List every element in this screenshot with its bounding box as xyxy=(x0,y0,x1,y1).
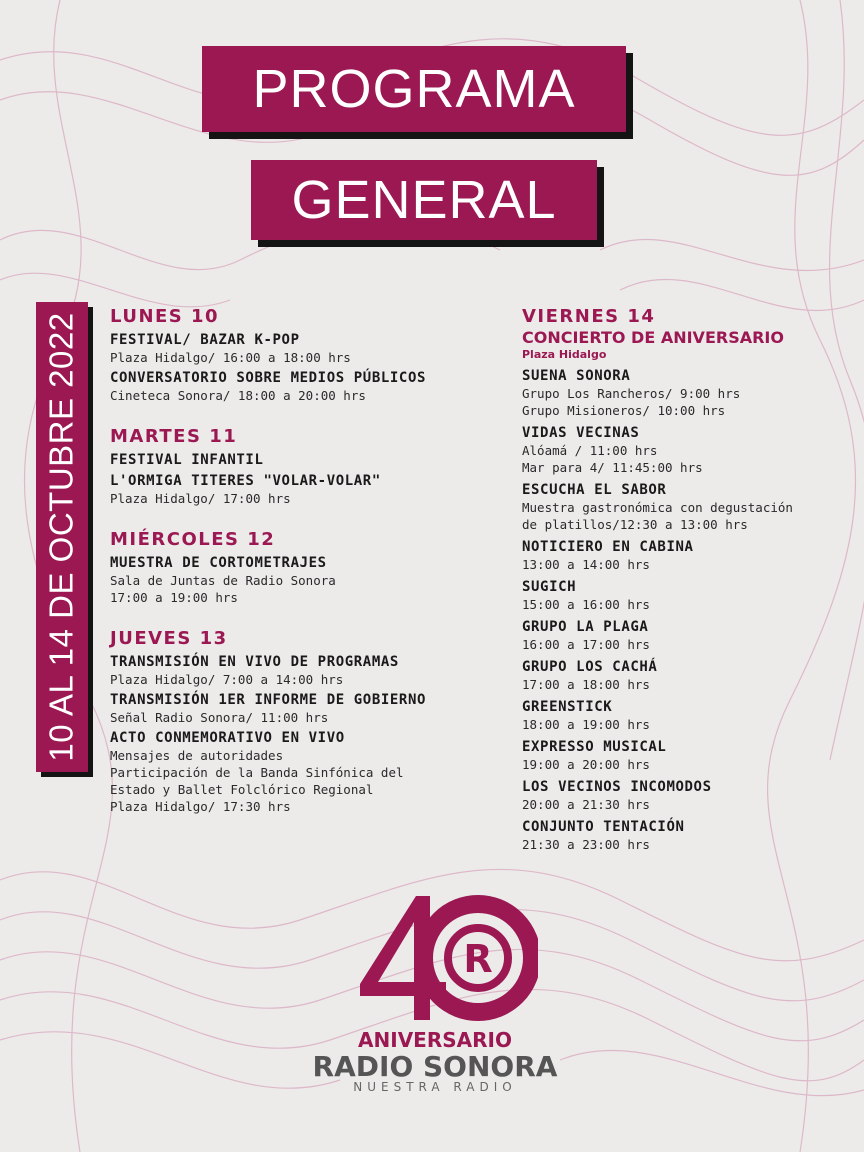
right-schedule-column xyxy=(522,306,842,853)
radio-sonora-logo xyxy=(312,890,558,1130)
event-detail: 16:00 a 17:00 hrs xyxy=(522,637,650,652)
event-item xyxy=(522,619,842,653)
event-detail: Mar para 4/ 11:45:00 hrs xyxy=(522,460,703,475)
day-heading: JUEVES 13 xyxy=(110,628,228,649)
logo-tagline: NUESTRA RADIO xyxy=(353,1080,517,1094)
day-heading: VIERNES 14 xyxy=(522,306,656,327)
event-detail: Sala de Juntas de Radio Sonora xyxy=(110,573,336,588)
event-item xyxy=(110,692,510,726)
event-detail: 15:00 a 16:00 hrs xyxy=(522,597,650,612)
event-title: ACTO CONMEMORATIVO EN VIVO xyxy=(110,730,345,746)
event-detail: 19:00 a 20:00 hrs xyxy=(522,757,650,772)
event-title: MUESTRA DE CORTOMETRAJES xyxy=(110,555,327,571)
day-block xyxy=(110,628,510,815)
event-item xyxy=(110,452,510,469)
event-detail: 17:00 a 18:00 hrs xyxy=(522,677,650,692)
day-heading: MIÉRCOLES 12 xyxy=(110,529,276,550)
event-title: L'ORMIGA TITERES "VOLAR-VOLAR" xyxy=(110,473,381,489)
event-detail: Plaza Hidalgo/ 17:00 hrs xyxy=(110,491,291,506)
event-title: SUGICH xyxy=(522,579,577,595)
event-item xyxy=(110,473,510,507)
date-band xyxy=(36,302,88,772)
event-item xyxy=(522,659,842,693)
event-title: ESCUCHA EL SABOR xyxy=(522,482,667,498)
event-item xyxy=(110,370,510,404)
event-item xyxy=(522,425,842,476)
event-title: CONVERSATORIO SOBRE MEDIOS PÚBLICOS xyxy=(110,370,427,386)
event-item xyxy=(522,539,842,573)
event-title: GREENSTICK xyxy=(522,699,613,715)
event-detail: Cineteca Sonora/ 18:00 a 20:00 hrs xyxy=(110,388,366,403)
event-detail: Alóamá / 11:00 hrs xyxy=(522,443,658,458)
event-detail: Mensajes de autoridades xyxy=(110,748,284,763)
event-title: FESTIVAL INFANTIL xyxy=(110,452,264,468)
event-detail: 17:00 a 19:00 hrs xyxy=(110,590,238,605)
event-title: FESTIVAL/ BAZAR K-POP xyxy=(110,332,300,348)
concert-place: Plaza Hidalgo xyxy=(522,348,607,361)
left-schedule-column xyxy=(110,306,510,837)
event-detail: Estado y Ballet Folclórico Regional xyxy=(110,782,374,797)
event-detail: Plaza Hidalgo/ 17:30 hrs xyxy=(110,799,291,814)
event-detail: 13:00 a 14:00 hrs xyxy=(522,557,650,572)
event-detail: Grupo Misioneros/ 10:00 hrs xyxy=(522,403,726,418)
logo-station-name: RADIO SONORA xyxy=(312,1050,558,1083)
radio-sonora-40-logo-icon xyxy=(338,890,538,1030)
event-item xyxy=(110,332,510,366)
day-block xyxy=(110,306,510,404)
event-item xyxy=(110,555,510,606)
day-heading: MARTES 11 xyxy=(110,426,238,447)
event-item xyxy=(522,368,842,419)
concert-event-list xyxy=(522,368,842,853)
event-detail: de platillos/12:30 a 13:00 hrs xyxy=(522,517,748,532)
event-title: SUENA SONORA xyxy=(522,368,631,384)
event-item xyxy=(522,779,842,813)
title-line-1: PROGRAMA xyxy=(202,46,626,132)
event-title: GRUPO LA PLAGA xyxy=(522,619,649,635)
event-title: CONJUNTO TENTACIÓN xyxy=(522,819,685,835)
event-item xyxy=(522,819,842,853)
event-item xyxy=(522,579,842,613)
event-detail: Señal Radio Sonora/ 11:00 hrs xyxy=(110,710,329,725)
event-detail: Muestra gastronómica con degustación xyxy=(522,500,793,515)
event-title: VIDAS VECINAS xyxy=(522,425,640,441)
day-block xyxy=(110,426,510,507)
event-detail: Grupo Los Rancheros/ 9:00 hrs xyxy=(522,386,741,401)
event-item xyxy=(110,654,510,688)
event-item xyxy=(110,730,510,815)
event-detail: Plaza Hidalgo/ 7:00 a 14:00 hrs xyxy=(110,672,344,687)
event-title: LOS VECINOS INCOMODOS xyxy=(522,779,712,795)
event-title: NOTICIERO EN CABINA xyxy=(522,539,694,555)
event-title: EXPRESSO MUSICAL xyxy=(522,739,667,755)
logo-emblem: R xyxy=(463,937,493,981)
event-detail: Participación de la Banda Sinfónica del xyxy=(110,765,404,780)
day-heading: LUNES 10 xyxy=(110,306,220,327)
logo-anniversary-text: ANIVERSARIO xyxy=(358,1028,512,1052)
event-detail: 21:30 a 23:00 hrs xyxy=(522,837,650,852)
event-title: TRANSMISIÓN EN VIVO DE PROGRAMAS xyxy=(110,654,399,670)
event-detail: Plaza Hidalgo/ 16:00 a 18:00 hrs xyxy=(110,350,351,365)
event-detail: 18:00 a 19:00 hrs xyxy=(522,717,650,732)
date-band-text: 10 AL 14 DE OCTUBRE 2022 xyxy=(43,312,81,762)
title-line-2: GENERAL xyxy=(251,160,597,240)
event-item xyxy=(522,699,842,733)
event-item xyxy=(522,739,842,773)
event-item xyxy=(522,482,842,533)
event-detail: 20:00 a 21:30 hrs xyxy=(522,797,650,812)
event-title: TRANSMISIÓN 1ER INFORME DE GOBIERNO xyxy=(110,692,427,708)
day-block xyxy=(110,529,510,606)
concert-subtitle: CONCIERTO DE ANIVERSARIO xyxy=(522,328,784,347)
event-title: GRUPO LOS CACHÁ xyxy=(522,659,658,675)
